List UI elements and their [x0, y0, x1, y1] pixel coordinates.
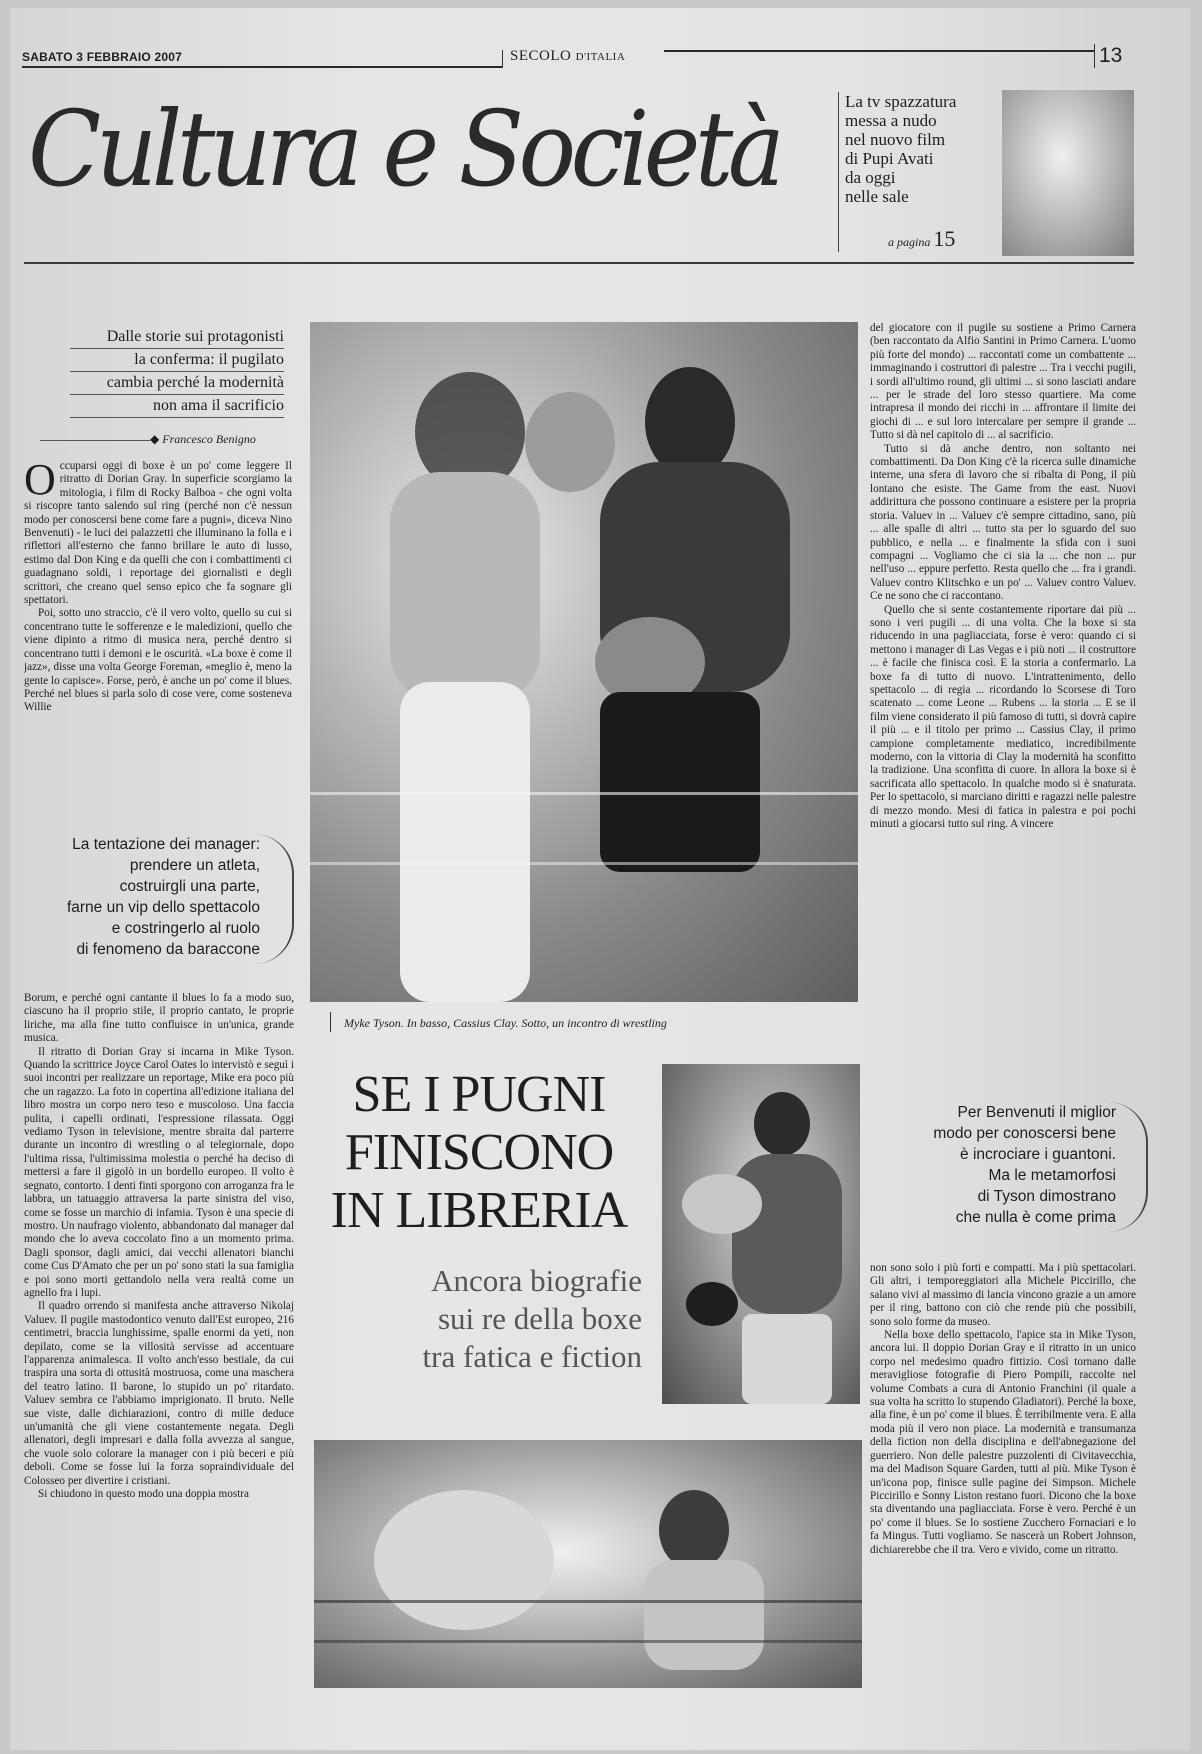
pull-quote-line: e costringerlo al ruolo	[111, 920, 260, 937]
headline-line: SE I PUGNI	[352, 1066, 606, 1123]
subhead-line: sui re della boxe	[437, 1301, 642, 1336]
article-paragraph: Il ritratto di Dorian Gray si incarna in Mike Tyson. Quando la scrittrice Joyce Carol Oates lo intervistò e seguì i suoi incontri per realizzare un reportage, Mike era poco più che un ragazzo. La foto in copertina all'edizione italiana del libro mostra un corpo nero teso e muscoloso. Una faccia pulita, i capelli ordinati, l'espressione rilassata. Oggi vediamo Tyson in televisione, mentre sbraita dal parterre durante un incontro di wrestling o al telegiornale, dopo l'ultima rissa, l'ultimissima molestia o perché ha deciso di mettersi a fare il gigolò in un bordello europeo. Il volto è segnato, contorto. I denti finti sporgono con arroganza fra le labbra, un tatuaggio attraversa la parte sinistra del viso, come se fosse un marchio di infamia. Tyson è una specie di mostro. Un naufrago violento, abbandonato dal manager dal mondo che lo aveva coccolato fino a un momento prima. Dagli sponsor, dagli amici, dai vecchi allenatori bianchi come Cus D'Amato che per un po' sono stati la sua famiglia e poi sono morti gettandolo nella vera realtà come un agnello fra i lupi.	[24, 1045, 294, 1299]
pull-quote-line: La tentazione dei manager:	[72, 836, 260, 853]
pull-quote-2	[880, 1102, 1148, 1232]
headline-line: FINISCONO	[344, 1124, 614, 1181]
article-paragraph: Si chiudono in questo modo una doppia mostra	[38, 1488, 249, 1501]
photo-wrestling	[314, 1440, 862, 1688]
pull-quote-line: di Tyson dimostrano	[977, 1188, 1116, 1205]
headline-line: IN LIBRERIA	[330, 1182, 628, 1239]
teaser-photo	[1002, 90, 1134, 256]
byline-diamond-icon: ◆	[150, 432, 163, 446]
caption-marker	[330, 1012, 331, 1032]
subhead-line: Ancora biografie	[431, 1263, 642, 1298]
header-rule-right	[664, 50, 1094, 52]
teaser-page-ref: a pagina 15	[888, 226, 956, 251]
pull-quote-line: prendere un atleta,	[129, 857, 260, 874]
teaser-line: messa a nudo	[845, 111, 937, 130]
deck-line: la conferma: il pugilato	[70, 349, 284, 372]
header-rule-left	[22, 66, 502, 68]
article-column-3-top	[870, 322, 1136, 1064]
boxers-silhouette-icon	[310, 322, 858, 1002]
article-paragraph: ccuparsi oggi di boxe è un po' come leggere Il ritratto di Dorian Gray. In superficie scorgiamo la mitologia, i film di Rocky Balboa - che ogni volta si riscopre tanto salendo sul ring (perché non c'è nessun modo per conoscersi bene come fare a pugni», diceva Nino Benvenuti) - le luci dei palazzetti che illuminano la folla e i riflettori all'esterno che fanno brillare le auto di lusso, estimo dal Don King e da quelli che con i combattimenti ci guadagnano soldi, i reportage dei giornalisti e degli scrittori, che creano quel senso epico che fa sognare gli spettatori.	[24, 460, 292, 607]
article-deck	[70, 326, 284, 418]
pull-quote-line: che nulla è come prima	[955, 1209, 1116, 1226]
article-column-3-bottom	[870, 1262, 1136, 1682]
pull-quote-line: costruirgli una parte,	[119, 878, 260, 895]
pull-quote-line: Ma le metamorfosi	[988, 1167, 1116, 1184]
article-paragraph: Tutto si dà anche dentro, non soltanto nei combattimenti. Da Don King c'è la ricerca sulle dinamiche interne, una sfera di lavoro che si ribalta di Pong, il più lontano che esiste. The Game from the east. Nuovi addirittura che possono continuare a esistere per la propria storia. Valuev in ... Valuev c'è sempre cittadino, sano, più ... alle spalle di altri ... tutto sta per lo sguardo del suo pubblico, e nella ... e finalmente la sfida con i suoi compagni ... Vogliamo che ci sia la ... che non ... pur nell'uso ... eppure perfetto. Resta quello che ... fra i grandi. Valuev contro Klitschko e un po' ... Valuev contro Valuev. Ce ne sono che ci raccontano.	[870, 442, 1136, 603]
section-rule	[24, 262, 1134, 264]
publication-name: SECOLO D'ITALIA	[510, 48, 626, 64]
article-paragraph: Poi, sotto uno straccio, c'è il vero volto, quello su cui si concentrano tutte le sofferenze e le maledizioni, quello che viene dipinto a ritmo di musica nera, perché dentro si concentrano tutti i demoni e le oscurità. «La boxe è come il jazz», disse una volta George Foreman, «meglio è, meno la gente lo capisce». Forse, però, è anche un po' come il blues. Perché nel blues si parla solo di cose vere, come sosteneva Willie	[24, 607, 292, 714]
pull-quote-line: è incrociare i guantoni.	[960, 1146, 1116, 1163]
pull-quote-line: modo per conoscersi bene	[933, 1125, 1116, 1142]
photo-caption: Myke Tyson. In basso, Cassius Clay. Sotto, un incontro di wrestling	[344, 1016, 667, 1030]
pull-quote-line: Per Benvenuti il miglior	[957, 1104, 1116, 1121]
subhead-line: tra fatica e fiction	[422, 1339, 642, 1374]
boxer-photo-icon	[662, 1064, 860, 1404]
drop-cap: O	[24, 460, 56, 504]
byline-rule	[40, 440, 150, 441]
deck-line: cambia perché la modernità	[70, 372, 284, 395]
article-paragraph: Nella boxe dello spettacolo, l'apice sta in Mike Tyson, ancora lui. Il doppio Dorian Gray e il ritratto in un unico corpo nel medesimo quadro fittizio. Così tornano dalle meravigliose fotografie di Piero Pompili, raccolte nel volume Combats a cura di Antonio Franchini (il quale a sua volta ha scritto lo stupendo Gladiatori). Perché la boxe, alla fine, è un po' come il blues. È terribilmente vera. E alla moda più il vero non piace. La modernità e transumanza della fiction non della disciplina e dell'abnegazione del guerriero. Non delle palestre puzzolenti di Civitavecchia, ma del Madison Square Garden, tutti al più. Mike Tyson è un'icona pop, finisce sulle pagine dei Simpson. Michele Piccirillo e Sonny Liston restano fuori. Dicono che la boxe sta diventando una pagliacciata. Forse è vero. Perché è un po' come il blues. Se lo sostiene Zucchero Fornaciari e lo fa Mingus. Tutti vogliamo. Se nascerà un Robert Johnson, dichiarerebbe che il tra. Vero e vivido, come un ritratto.	[870, 1329, 1136, 1556]
teaser-line: nel nuovo film	[845, 130, 946, 149]
teaser-line: nelle sale	[845, 187, 909, 206]
article-paragraph: del giocatore con il pugile su sostiene a Primo Carnera (ben raccontato da Alfio Santini in Primo Carnera. L'uomo più forte del mondo) ... raccontati come un combattente ... immaginando i costruttori di palestre ... Tra i vecchi pugili, i sordi all'ultimo round, gli ultimi ... si sono lasciati andare ... per le strade del loro stesso quartiere. Ma come intrapresa il mondo dei ricchi in ... affrontare il limite dei giochi di ... e sul loro intercalare per sempre il grande ... Tutto si dà nel capitolo di ... al sacrificio.	[870, 322, 1136, 442]
teaser-line: La tv spazzatura	[845, 92, 957, 111]
pull-quote-line: di fenomeno da baraccone	[76, 941, 260, 958]
issue-date: SABATO 3 FEBBRAIO 2007	[22, 50, 182, 64]
article-paragraph: Il quadro orrendo si manifesta anche attraverso Nikolaj Valuev. Il pugile mastodontico venuto dall'Est europeo, 216 centimetri, braccia lunghissime, spalle enormi da yeti, non depilato, come se la villosità servisse ad accentuare l'apparenza animalesca. Il volto anch'esso bestiale, da cui traspira una sorta di ottusità mostruosa, come una maschera del teatro latino. Il barone, lo stupido un po' ritardato. Valuev sembra ce l'abbiamo imprigionato. Il bruto. Nelle sue viste, dalle dichiarazioni, contro di mille deduce un'umanità che gli viene costantemente negata. Degli allenatori, degli impresari e dalla folla avvezza al sangue, che vuole solo colorare la manager con i più beceri e più deboli. Come se fosse lui la forza sopraindividuale del Colosseo per divertire i cristiani.	[24, 1300, 294, 1487]
teaser-line: da oggi	[845, 168, 896, 187]
article-paragraph: Quello che si sente costantemente riportare dai più ... sono i veri pugili ... di una volta. Che la boxe si sta riducendo in una pagliacciata, forse è vero: quando ci si mettono i manager di Las Vegas e i più noti ... il costruttore ... è facile che finisca così. E la storia a confermarlo. La boxe fa di tutto di nuovo. L'intrattenimento, dello spettacolo ... di regia ... ricordando lo Scorsese di Toro scatenato ... come Leone ... Rubens ... la storia ... E se il film viene considerato il più famoso di tutti, si dovrà capire il più ... e il titolo per primo ... Cassius Clay, il primo campione completamente mediatico, incredibilmente moderno, con la vittoria di Clay la modernità ha sconfitto la tradizione. Una sconfitta di cuore. In allora la boxe si è sacrificata allo spettacolo. In qualche modo si è snaturata. Per lo spettacolo, si marciano diritti e ragazzi nelle palestre di mezzo mondo. Mesi di fatica in palestra e poi pochi minuti a giocarsi tutto sul ring. A vincere	[870, 603, 1136, 831]
page-number: 13	[1094, 44, 1122, 68]
deck-line: non ama il sacrificio	[70, 395, 284, 418]
article-headline	[316, 1066, 642, 1240]
article-column-1-bottom	[24, 992, 294, 1682]
header-divider	[502, 50, 503, 68]
article-column-1-top	[24, 460, 292, 800]
photo-cassius-clay	[662, 1064, 860, 1404]
wrestling-photo-icon	[314, 1440, 862, 1688]
article-paragraph: non sono solo i più forti e compatti. Ma i più spettacolari. Gli altri, i temporeggiatori alla Michele Piccirillo, che salano vivi al massimo di lancia vincono grazie a un amore per il ring, battono con ciò che rende più che possibili, sono solo forme da museo.	[870, 1262, 1136, 1328]
pull-quote-line: farne un vip dello spettacolo	[66, 899, 260, 916]
pull-quote-1	[24, 834, 294, 964]
deck-line: Dalle storie sui protagonisti	[70, 326, 284, 349]
photo-mike-tyson	[310, 322, 858, 1002]
section-title: Cultura e Società	[28, 88, 780, 210]
teaser-line: di Pupi Avati	[845, 149, 934, 168]
article-paragraph: Borum, e perché ogni cantante il blues lo fa a modo suo, ciascuno ha il proprio stile, il proprio cantato, le proprie liriche, ma alla fine tutto confluisce in un'unica, grande musica.	[24, 992, 294, 1045]
byline: ◆ Francesco Benigno	[150, 432, 256, 446]
article-subhead	[330, 1262, 642, 1376]
